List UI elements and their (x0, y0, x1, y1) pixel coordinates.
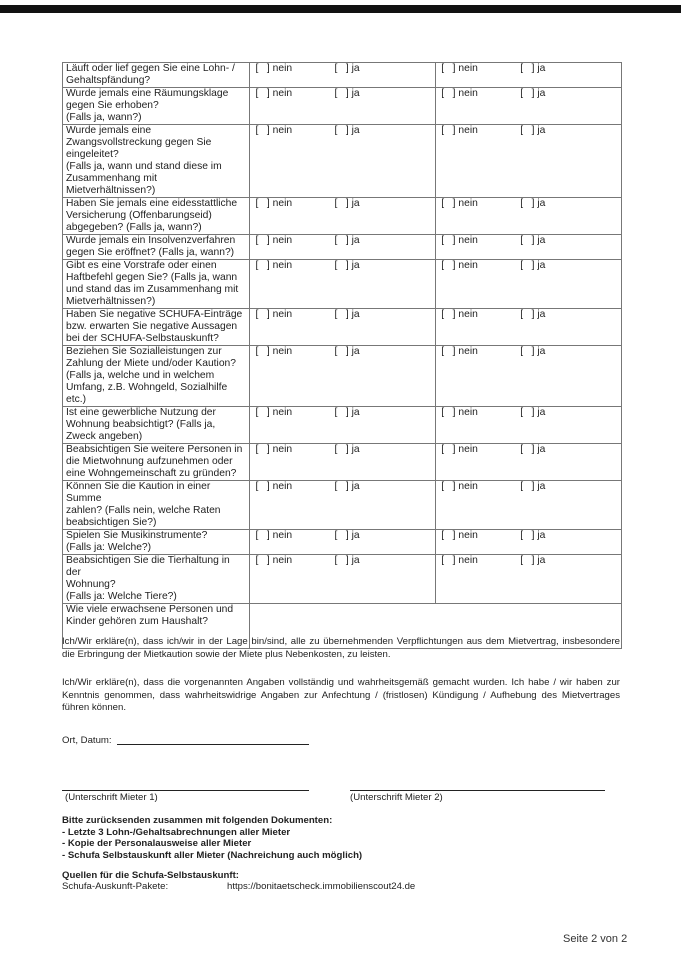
checkbox-ja-tenant-1[interactable]: [ ] ja (334, 444, 360, 455)
checkbox-ja-tenant-2[interactable]: [ ] ja (520, 530, 546, 541)
answer-cell-tenant-1 (250, 444, 436, 481)
question-text: Spielen Sie Musikinstrumente? (Falls ja: Welche?) (63, 530, 250, 555)
checkbox-ja-tenant-2[interactable]: [ ] ja (520, 309, 546, 320)
declaration-truthfulness: Ich/Wir erkläre(n), dass die vorgenannten Angaben vollständig und wahrheitsgemäß gemacht wurden. Ich habe / wir haben zur Kenntnis genommen, dass wahrheitswidrige Angaben zur Anfechtung / (fristlosen) Kündigung / Aufhebung des Mietvertrages führen können. (62, 677, 620, 713)
checkbox-nein-tenant-1[interactable]: [ ] nein (255, 235, 293, 246)
checkbox-nein-tenant-2[interactable]: [ ] nein (441, 481, 478, 492)
answer-cell-tenant-2 (436, 309, 622, 346)
checkbox-nein-tenant-2[interactable]: [ ] nein (441, 235, 478, 246)
checkbox-nein-tenant-1[interactable]: [ ] nein (255, 198, 293, 209)
answer-cell-tenant-1 (250, 481, 436, 530)
answer-cell-tenant-1 (250, 530, 436, 555)
signature-label-tenant-2: (Unterschrift Mieter 2) (350, 792, 443, 803)
question-row (63, 346, 622, 407)
checkbox-ja-tenant-2[interactable]: [ ] ja (520, 346, 546, 357)
source-label: Schufa-Auskunft-Pakete: (62, 881, 169, 892)
source-url-link[interactable]: https://bonitaetscheck.immobilienscout24.de (227, 881, 416, 892)
checkbox-nein-tenant-2[interactable]: [ ] nein (441, 444, 478, 455)
checkbox-ja-tenant-2[interactable]: [ ] ja (520, 125, 546, 136)
answer-cell-tenant-1 (250, 63, 436, 88)
answer-cell-tenant-1 (250, 309, 436, 346)
signature-label-tenant-1: (Unterschrift Mieter 1) (65, 792, 158, 803)
answer-cell-tenant-1 (250, 198, 436, 235)
questionnaire-table (62, 62, 622, 649)
checkbox-nein-tenant-1[interactable]: [ ] nein (255, 530, 293, 541)
checkbox-nein-tenant-1[interactable]: [ ] nein (255, 555, 293, 566)
checkbox-ja-tenant-2[interactable]: [ ] ja (520, 444, 546, 455)
declaration-financial: Ich/Wir erkläre(n), dass ich/wir in der Lage bin/sind, alle zu übernehmenden Verpflichtungen aus dem Mietvertrag, insbesondere die Erbringung der Mietkaution sowie der Miete plus Nebenkosten, zu leisten. (62, 636, 620, 660)
question-row (63, 530, 622, 555)
answer-cell-tenant-2 (436, 530, 622, 555)
checkbox-nein-tenant-1[interactable]: [ ] nein (255, 346, 293, 357)
checkbox-ja-tenant-2[interactable]: [ ] ja (520, 235, 546, 246)
checkbox-nein-tenant-2[interactable]: [ ] nein (441, 530, 478, 541)
checkbox-nein-tenant-1[interactable]: [ ] nein (255, 88, 293, 99)
answer-cell-tenant-2 (436, 260, 622, 309)
checkbox-ja-tenant-1[interactable]: [ ] ja (334, 309, 360, 320)
question-text: Läuft oder lief gegen Sie eine Lohn- / Gehaltspfändung? (63, 63, 250, 88)
question-row (63, 198, 622, 235)
checkbox-nein-tenant-2[interactable]: [ ] nein (441, 125, 478, 136)
question-text: Wurde jemals eine Zwangsvollstreckung gegen Sie eingeleitet? (Falls ja, wann und stand diese im Zusammenhang mit Mietverhältnissen?) (63, 125, 250, 198)
checkbox-nein-tenant-2[interactable]: [ ] nein (441, 260, 478, 271)
question-row (63, 125, 622, 198)
checkbox-nein-tenant-1[interactable]: [ ] nein (255, 260, 293, 271)
checkbox-nein-tenant-1[interactable]: [ ] nein (255, 63, 293, 74)
answer-cell-tenant-2 (436, 407, 622, 444)
checkbox-nein-tenant-2[interactable]: [ ] nein (441, 555, 478, 566)
checkbox-ja-tenant-1[interactable]: [ ] ja (334, 125, 360, 136)
checkbox-ja-tenant-1[interactable]: [ ] ja (334, 63, 360, 74)
question-text: Haben Sie negative SCHUFA-Einträge bzw. erwarten Sie negative Aussagen bei der SCHUFA-Selbstauskunft? (63, 309, 250, 346)
document-item: - Kopie der Personalausweise aller Mieter (62, 838, 252, 849)
question-text: Gibt es eine Vorstrafe oder einen Haftbefehl gegen Sie? (Falls ja, wann und stand das im Zusammenhang mit Mietverhältnissen?) (63, 260, 250, 309)
documents-heading: Bitte zurücksenden zusammen mit folgenden Dokumenten: (62, 815, 333, 826)
answer-cell-tenant-2 (436, 444, 622, 481)
top-border-bar (0, 5, 681, 13)
checkbox-nein-tenant-1[interactable]: [ ] nein (255, 125, 293, 136)
answer-cell-tenant-2 (436, 235, 622, 260)
answer-cell-tenant-2 (436, 88, 622, 125)
question-text: Beziehen Sie Sozialleistungen zur Zahlung der Miete und/oder Kaution? (Falls ja, welche und in welchem Umfang, z.B. Wohngeld, Sozialhilfe etc.) (63, 346, 250, 407)
checkbox-ja-tenant-1[interactable]: [ ] ja (334, 88, 360, 99)
checkbox-ja-tenant-1[interactable]: [ ] ja (334, 235, 360, 246)
question-text: Ist eine gewerbliche Nutzung der Wohnung beabsichtigt? (Falls ja, Zweck angeben) (63, 407, 250, 444)
question-row (63, 88, 622, 125)
checkbox-nein-tenant-1[interactable]: [ ] nein (255, 481, 293, 492)
place-date-label: Ort, Datum: (62, 735, 112, 746)
answer-cell-tenant-2 (436, 481, 622, 530)
answer-cell-tenant-2 (436, 346, 622, 407)
checkbox-ja-tenant-2[interactable]: [ ] ja (520, 481, 546, 492)
checkbox-nein-tenant-1[interactable]: [ ] nein (255, 309, 293, 320)
sources-heading: Quellen für die Schufa-Selbstauskunft: (62, 870, 239, 881)
answer-cell-tenant-1 (250, 555, 436, 604)
checkbox-ja-tenant-1[interactable]: [ ] ja (334, 198, 360, 209)
checkbox-ja-tenant-2[interactable]: [ ] ja (520, 407, 546, 418)
checkbox-ja-tenant-2[interactable]: [ ] ja (520, 198, 546, 209)
answer-cell-tenant-1 (250, 235, 436, 260)
question-text: Können Sie die Kaution in einer Summe zahlen? (Falls nein, welche Raten beabsichtigen Sie?) (63, 481, 250, 530)
question-row (63, 407, 622, 444)
checkbox-ja-tenant-1[interactable]: [ ] ja (334, 346, 360, 357)
signature-line-tenant-2[interactable] (350, 790, 605, 791)
answer-cell-tenant-2 (436, 198, 622, 235)
question-text: Wurde jemals eine Räumungsklage gegen Sie erhoben? (Falls ja, wann?) (63, 88, 250, 125)
checkbox-nein-tenant-2[interactable]: [ ] nein (441, 309, 478, 320)
checkbox-ja-tenant-2[interactable]: [ ] ja (520, 88, 546, 99)
checkbox-ja-tenant-1[interactable]: [ ] ja (334, 555, 360, 566)
answer-cell-tenant-1 (250, 125, 436, 198)
answer-cell-tenant-1 (250, 88, 436, 125)
question-row (63, 260, 622, 309)
checkbox-nein-tenant-2[interactable]: [ ] nein (441, 63, 478, 74)
checkbox-nein-tenant-1[interactable]: [ ] nein (255, 407, 293, 418)
question-text: Haben Sie jemals eine eidesstattliche Versicherung (Offenbarungseid) abgegeben? (Falls ja, wann?) (63, 198, 250, 235)
checkbox-ja-tenant-1[interactable]: [ ] ja (334, 481, 360, 492)
checkbox-nein-tenant-1[interactable]: [ ] nein (255, 444, 293, 455)
checkbox-ja-tenant-1[interactable]: [ ] ja (334, 407, 360, 418)
answer-cell-tenant-2 (436, 125, 622, 198)
question-row (63, 555, 622, 604)
question-row (63, 309, 622, 346)
question-text: Beabsichtigen Sie weitere Personen in die Mietwohnung aufzunehmen oder eine Wohngemeinschaft zu gründen? (63, 444, 250, 481)
signature-line-tenant-1[interactable] (62, 790, 309, 791)
checkbox-ja-tenant-2[interactable]: [ ] ja (520, 555, 546, 566)
checkbox-nein-tenant-2[interactable]: [ ] nein (441, 198, 478, 209)
checkbox-nein-tenant-2[interactable]: [ ] nein (441, 346, 478, 357)
answer-cell-tenant-1 (250, 260, 436, 309)
question-row (63, 444, 622, 481)
question-row (63, 481, 622, 530)
page-number: Seite 2 von 2 (563, 933, 628, 945)
household-question: Wie viele erwachsene Personen und Kinder gehören zum Haushalt? (63, 604, 250, 649)
answer-cell-tenant-2 (436, 63, 622, 88)
checkbox-ja-tenant-1[interactable]: [ ] ja (334, 260, 360, 271)
question-row (63, 235, 622, 260)
answer-cell-tenant-2 (436, 555, 622, 604)
place-date-field[interactable] (117, 744, 309, 745)
checkbox-nein-tenant-2[interactable]: [ ] nein (441, 407, 478, 418)
document-item: - Schufa Selbstauskunft aller Mieter (Nachreichung auch möglich) (62, 850, 363, 861)
answer-cell-tenant-1 (250, 346, 436, 407)
question-row (63, 63, 622, 88)
checkbox-ja-tenant-2[interactable]: [ ] ja (520, 63, 546, 74)
answer-cell-tenant-1 (250, 407, 436, 444)
question-text: Beabsichtigen Sie die Tierhaltung in der Wohnung? (Falls ja: Welche Tiere?) (63, 555, 250, 604)
checkbox-ja-tenant-2[interactable]: [ ] ja (520, 260, 546, 271)
checkbox-ja-tenant-1[interactable]: [ ] ja (334, 530, 360, 541)
checkbox-nein-tenant-2[interactable]: [ ] nein (441, 88, 478, 99)
question-text: Wurde jemals ein Insolvenzverfahren gegen Sie eröffnet? (Falls ja, wann?) (63, 235, 250, 260)
document-item: - Letzte 3 Lohn-/Gehaltsabrechnungen aller Mieter (62, 827, 291, 838)
